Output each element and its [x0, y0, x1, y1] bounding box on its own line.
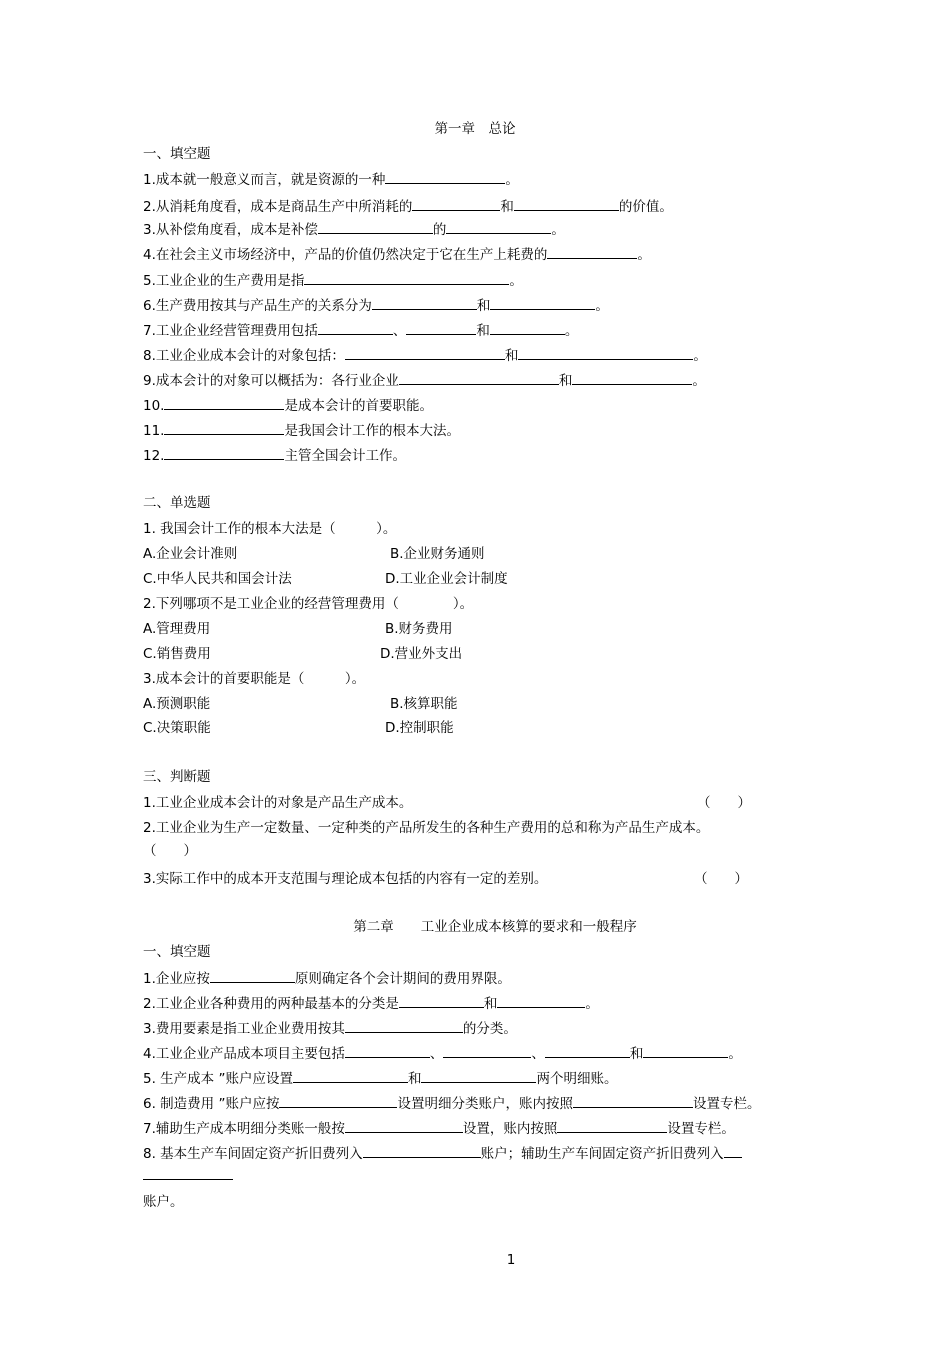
ch1-single-heading: 二、单选题 [143, 495, 211, 511]
ch1-judge-q3: 3.实际工作中的成本开支范围与理论成本包括的内容有一定的差别。 [143, 871, 548, 887]
ch1-judge-q1: 1.工业企业成本会计的对象是产品生产成本。 [143, 795, 413, 811]
blank [412, 197, 500, 211]
answer-paren: （ ） [143, 843, 197, 859]
ch1-single-q3: 3.成本会计的首要职能是（ ）。 [143, 671, 366, 687]
blank [490, 321, 565, 335]
blank [514, 197, 619, 211]
ch1-judge-heading: 三、判断题 [143, 769, 211, 785]
ch2-fill-q2: 2.工业企业各种费用的两种最基本的分类是 和 。 [143, 996, 599, 1012]
ch2-fill-q8-end: 账户。 [143, 1194, 184, 1210]
blank [399, 994, 484, 1008]
blank [545, 1044, 630, 1058]
blank [318, 220, 433, 234]
blank [345, 1019, 463, 1033]
blank [385, 170, 505, 184]
blank [318, 321, 393, 335]
ch2-fill-q4: 4.工业企业产品成本项目主要包括 、 、 和 。 [143, 1046, 742, 1062]
blank [372, 296, 477, 310]
option-d: D.控制职能 [385, 720, 454, 736]
chapter2-title: 第二章 工业企业成本核算的要求和一般程序 [353, 919, 637, 935]
blank [518, 346, 693, 360]
ch1-fill-q12: 12. 主管全国会计工作。 [143, 448, 406, 464]
blank [490, 296, 595, 310]
blank [406, 321, 476, 335]
blank [443, 1044, 531, 1058]
ch1-single-q2: 2.下列哪项不是工业企业的经营管理费用（ ）。 [143, 596, 474, 612]
blank [446, 220, 551, 234]
answer-paren: （ ） [697, 795, 751, 811]
ch1-fill-q3: 3.从补偿角度看，成本是补偿 的 。 [143, 222, 565, 238]
ch1-fill-q6: 6.生产费用按其与产品生产的关系分为 和 。 [143, 298, 609, 314]
blank [143, 1166, 233, 1180]
ch1-fill-q2: 2.从消耗角度看，成本是商品生产中所消耗的 和 的价值。 [143, 199, 673, 215]
ch1-fill-q11: 11. 是我国会计工作的根本大法。 [143, 423, 460, 439]
ch1-fill-q1: 1.成本就一般意义而言，就是资源的一种 。 [143, 172, 519, 188]
blank [643, 1044, 728, 1058]
page-number: 1 [506, 1252, 516, 1268]
option-c: C.销售费用 [143, 646, 211, 662]
ch1-single-q1: 1. 我国会计工作的根本大法是（ ）。 [143, 521, 397, 537]
ch1-fill-q10: 10. 是成本会计的首要职能。 [143, 398, 433, 414]
option-b: B.财务费用 [385, 621, 453, 637]
ch1-fill-q5: 5.工业企业的生产费用是指 。 [143, 273, 523, 289]
option-d: D.营业外支出 [380, 646, 463, 662]
blank [164, 396, 284, 410]
ch2-fill-q6: 6. 制造费用 ”账户应按 设置明细分类账户，账内按照 设置专栏。 [143, 1096, 761, 1112]
ch2-fill-q8: 8. 基本生产车间固定资产折旧费列入 账户；辅助生产车间固定资产折旧费列入 [143, 1144, 742, 1163]
option-c: C.决策职能 [143, 720, 211, 736]
ch1-fill-q4: 4.在社会主义市场经济中，产品的价值仍然决定于它在生产上耗费的 。 [143, 247, 651, 263]
blank [345, 346, 505, 360]
option-b: B.企业财务通则 [390, 546, 485, 562]
option-d: D.工业企业会计制度 [385, 571, 508, 587]
blank [279, 1094, 397, 1108]
blank [293, 1069, 408, 1083]
blank [724, 1144, 742, 1158]
ch2-fill-heading: 一、填空题 [143, 944, 211, 960]
blank [345, 1119, 463, 1133]
blank [164, 446, 284, 460]
ch1-fill-heading: 一、填空题 [143, 146, 211, 162]
ch2-fill-q3: 3.费用要素是指工业企业费用按其 的分类。 [143, 1021, 517, 1037]
ch2-fill-q5: 5. 生产成本 ”账户应设置 和 两个明细账。 [143, 1071, 618, 1087]
blank [421, 1069, 536, 1083]
blank [572, 371, 692, 385]
ch2-fill-q1: 1.企业应按 原则确定各个会计期间的费用界限。 [143, 971, 511, 987]
blank [557, 1119, 667, 1133]
ch2-fill-q8-wrap [143, 1166, 233, 1185]
ch1-fill-q8: 8.工业企业成本会计的对象包括： 和 。 [143, 348, 707, 364]
ch1-fill-q9: 9.成本会计的对象可以概括为：各行业企业 和 。 [143, 373, 706, 389]
blank [363, 1144, 481, 1158]
ch1-judge-q2: 2.工业企业为生产一定数量、一定种类的产品所发生的各种生产费用的总和称为产品生产成本。 [143, 820, 710, 836]
blank [399, 371, 559, 385]
ch1-fill-q7: 7.工业企业经营管理费用包括 、 和 。 [143, 323, 579, 339]
blank [304, 271, 509, 285]
option-a: A.企业会计准则 [143, 546, 238, 562]
option-a: A.预测职能 [143, 696, 211, 712]
blank [497, 994, 585, 1008]
answer-paren: （ ） [694, 871, 748, 887]
blank [547, 245, 637, 259]
blank [345, 1044, 430, 1058]
blank [210, 969, 295, 983]
blank [164, 421, 284, 435]
chapter1-title: 第一章 总论 [434, 121, 516, 137]
option-b: B.核算职能 [390, 696, 458, 712]
blank [573, 1094, 693, 1108]
option-a: A.管理费用 [143, 621, 211, 637]
ch2-fill-q7: 7.辅助生产成本明细分类账一般按 设置，账内按照 设置专栏。 [143, 1121, 735, 1137]
option-c: C.中华人民共和国会计法 [143, 571, 292, 587]
